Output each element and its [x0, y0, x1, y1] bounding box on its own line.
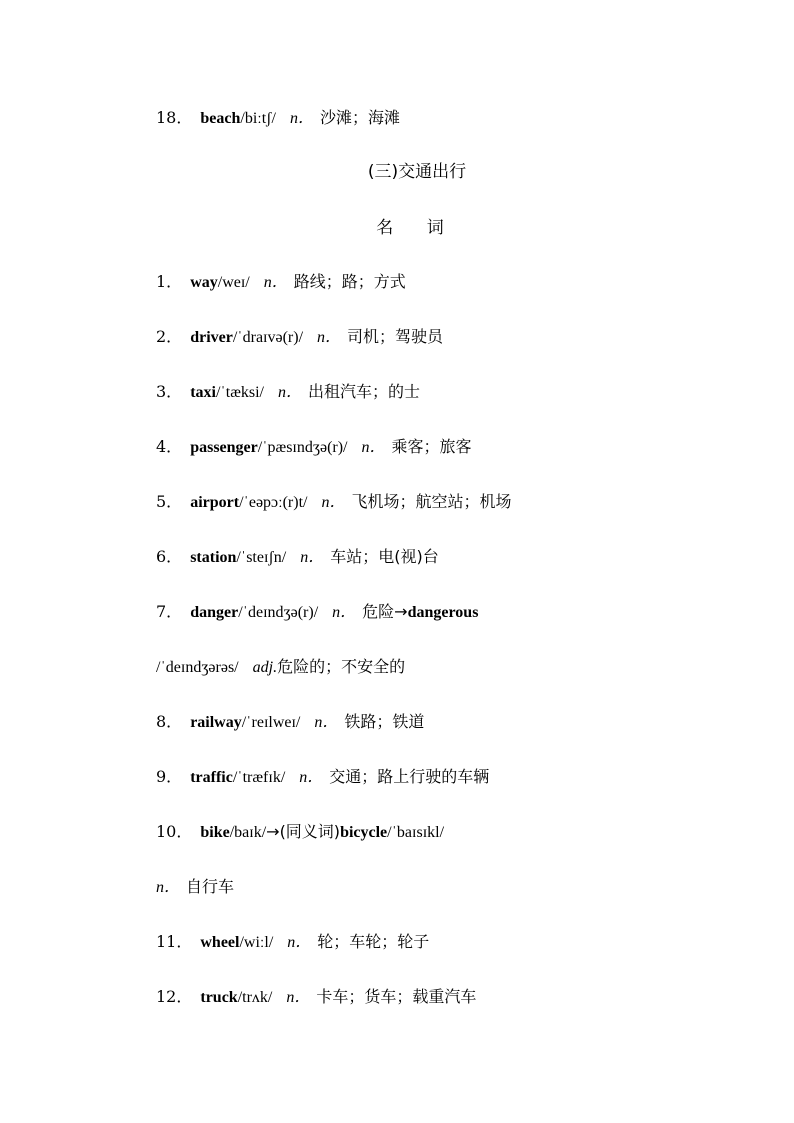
entry-word: traffic — [190, 769, 233, 786]
derived-word: dangerous — [407, 604, 479, 621]
synonym-ipa: /ˈbaɪsɪkl/ — [387, 824, 445, 841]
entry-meaning: 危险→ — [362, 602, 408, 621]
entry-word: station — [190, 549, 237, 566]
entry-ipa: /ˈdraɪvə(r)/ — [232, 329, 304, 346]
entry-meaning: 车站；电(视)台 — [330, 547, 439, 566]
entry-10 — [156, 822, 444, 843]
entry-pos: adj. — [252, 659, 278, 676]
entry-ipa: /wiːl/ — [239, 934, 274, 951]
entry-meaning: 交通；路上行驶的车辆 — [329, 767, 490, 786]
entry-word: passenger — [190, 439, 258, 456]
entry-pos: n． — [277, 384, 302, 401]
entry-ipa: /weɪ/ — [217, 274, 250, 291]
entry-word: taxi — [190, 384, 216, 401]
entry-3 — [156, 382, 420, 403]
entry-word: driver — [190, 329, 233, 346]
entry-7-continued — [156, 657, 405, 678]
entry-ipa: /ˈtæksi/ — [215, 384, 264, 401]
entry-12 — [156, 987, 476, 1008]
entry-number: 3． — [156, 382, 183, 401]
entry-word: way — [190, 274, 218, 291]
synonym-word: bicycle — [340, 824, 388, 841]
entry-pos: n． — [317, 329, 342, 346]
entry-18 — [156, 108, 400, 129]
entry-number: 10． — [156, 822, 193, 841]
entry-10-continued — [156, 877, 234, 898]
entry-ipa: /ˈreɪlweɪ/ — [241, 714, 301, 731]
entry-pos: n． — [321, 494, 346, 511]
synonym-arrow: →(同义词) — [266, 822, 341, 841]
entry-word: truck — [200, 989, 238, 1006]
entry-meaning: 出租汽车；的士 — [308, 382, 421, 401]
entry-pos: n． — [300, 549, 325, 566]
entry-ipa: /ˈtræfɪk/ — [232, 769, 286, 786]
entry-number: 12． — [156, 987, 193, 1006]
entry-ipa: /ˈdeɪndʒə(r)/ — [238, 604, 319, 621]
entry-pos: n． — [263, 274, 288, 291]
entry-ipa: /ˈpæsɪndʒə(r)/ — [257, 439, 348, 456]
entry-meaning: 卡车；货车；载重汽车 — [316, 987, 477, 1006]
entry-number: 11． — [156, 932, 193, 951]
entry-number: 4． — [156, 437, 183, 456]
entry-word: beach — [200, 110, 241, 127]
entry-meaning: 乘客；旅客 — [391, 437, 472, 456]
entry-word: wheel — [200, 934, 240, 951]
entry-meaning: 沙滩；海滩 — [319, 108, 400, 127]
entry-meaning: 危险的；不安全的 — [277, 657, 406, 676]
entry-8 — [156, 712, 424, 733]
entry-9 — [156, 767, 489, 788]
section-title: (三)交通出行 — [367, 162, 467, 182]
entry-number: 2． — [156, 327, 183, 346]
entry-ipa: /ˈsteɪʃn/ — [236, 549, 287, 566]
entry-meaning: 自行车 — [186, 877, 235, 896]
entry-meaning: 轮；车轮；轮子 — [317, 932, 430, 951]
entry-pos: n． — [287, 934, 312, 951]
entry-number: 7． — [156, 602, 183, 621]
entry-meaning: 飞机场；航空站；机场 — [351, 492, 512, 511]
entry-pos: n． — [156, 879, 181, 896]
entry-word: bike — [200, 824, 230, 841]
entry-number: 9． — [156, 767, 183, 786]
entry-pos: n． — [332, 604, 357, 621]
entry-4 — [156, 437, 472, 458]
entry-number: 18． — [156, 108, 193, 127]
entry-word: railway — [190, 714, 242, 731]
subsection-title: 名 词 — [376, 218, 458, 238]
entry-word: danger — [190, 604, 239, 621]
entry-1 — [156, 272, 406, 293]
entry-5 — [156, 492, 512, 513]
entry-ipa: /baɪk/ — [229, 824, 267, 841]
entry-ipa: /trʌk/ — [237, 989, 273, 1006]
entry-7 — [156, 602, 478, 623]
entry-meaning: 路线；路；方式 — [293, 272, 406, 291]
entry-number: 1． — [156, 272, 183, 291]
entry-pos: n． — [361, 439, 386, 456]
entry-11 — [156, 932, 429, 953]
entry-pos: n． — [314, 714, 339, 731]
entry-word: airport — [190, 494, 240, 511]
entry-pos: n． — [286, 989, 311, 1006]
entry-ipa: /ˈeəpɔː(r)t/ — [239, 494, 308, 511]
entry-number: 8． — [156, 712, 183, 731]
entry-ipa: /ˈdeɪndʒərəs/ — [156, 659, 239, 676]
entry-pos: n． — [299, 769, 324, 786]
entry-2 — [156, 327, 443, 348]
entry-meaning: 铁路；铁道 — [344, 712, 425, 731]
entry-6 — [156, 547, 439, 568]
entry-number: 6． — [156, 547, 183, 566]
entry-ipa: /biːtʃ/ — [240, 110, 276, 127]
entry-pos: n． — [289, 110, 314, 127]
entry-meaning: 司机；驾驶员 — [347, 327, 444, 346]
entry-number: 5． — [156, 492, 183, 511]
